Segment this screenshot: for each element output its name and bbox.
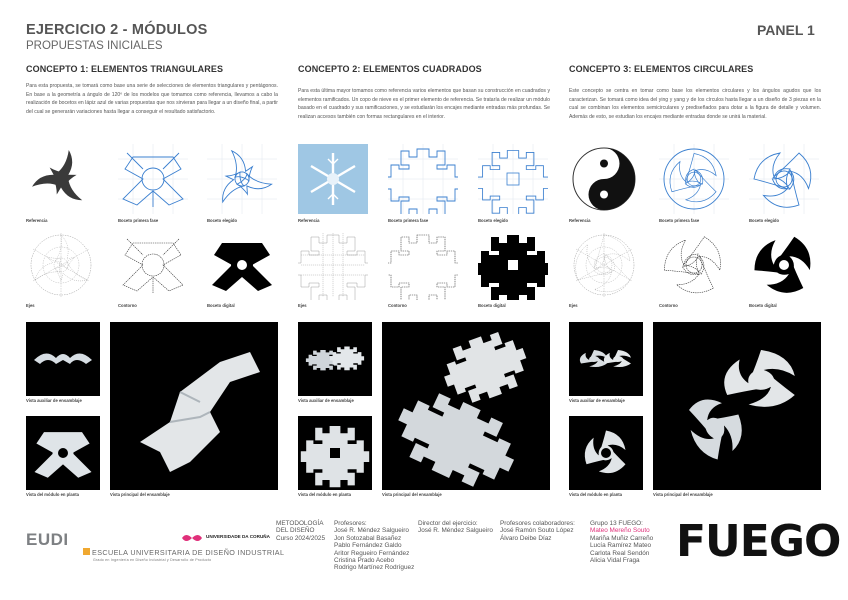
concept-1-digital-sketch (207, 230, 277, 300)
professor-name: Jon Sotozabal Basañez (334, 534, 402, 542)
concept-3-render-assembly-aux (569, 322, 643, 396)
concept-2-title: CONCEPTO 2: ELEMENTOS CUADRADOS (298, 64, 482, 74)
professors-list (334, 520, 414, 572)
collaborators-info (500, 520, 575, 542)
concept-2-digital-sketch (478, 230, 548, 300)
concept-3-caption-plan: Vista del módulo en planta (569, 492, 622, 497)
concept-2-caption-main: Vista principal del ensamblaje (382, 492, 442, 497)
concept-3-contour-drawing (659, 230, 729, 300)
professors-label: Profesores: (334, 520, 367, 527)
concept-2-caption-chosen: Boceto elegido (478, 218, 509, 223)
concept-1-sketch-first-phase (118, 144, 188, 214)
group-label: Grupo 13 FUEGO: (590, 520, 643, 527)
concept-2-caption-aux: Vista auxiliar de ensamblaje (298, 398, 354, 403)
professor-name: Aritor Regueiro Fernández (334, 549, 410, 557)
concept-2-sketch-first-phase (388, 144, 458, 214)
concept-2-axes-drawing (298, 230, 368, 300)
course-info (276, 520, 325, 542)
concept-1-reference-image (26, 144, 96, 214)
concept-1-render-assembly-aux (26, 322, 100, 396)
concept-1-caption-reference: Referencia (26, 218, 48, 223)
group-member: Mariña Muñiz Carreño (590, 534, 654, 542)
concept-3-caption-first-phase: Boceto primera fase (659, 218, 700, 223)
concept-2-caption-contour: Contorno (388, 303, 407, 308)
team-logo-fuego: FUEGO (676, 516, 841, 567)
concept-3-title: CONCEPTO 3: ELEMENTOS CIRCULARES (569, 64, 754, 74)
concept-1-caption-first-phase: Boceto primera fase (118, 218, 159, 223)
concept-1-contour-drawing (118, 230, 188, 300)
concept-1-caption-aux: Vista auxiliar de ensamblaje (26, 398, 82, 403)
page-subtitle: PROPUESTAS INICIALES (26, 40, 163, 52)
course-line-3: Curso 2024/2025 (276, 534, 326, 542)
concept-2-render-module-plan (298, 416, 372, 490)
udc-logo-text: UNIVERSIDADE DA CORUÑA (206, 534, 270, 539)
concept-2-contour-drawing (388, 230, 458, 300)
concept-3-caption-main: Vista principal del ensamblaje (653, 492, 713, 497)
group-info (590, 520, 653, 564)
course-line-1: METODOLOGÍA (276, 520, 324, 527)
concept-1-title: CONCEPTO 1: ELEMENTOS TRIANGULARES (26, 64, 224, 74)
concept-1-caption-main: Vista principal del ensamblaje (110, 492, 170, 497)
collaborators-label: Profesores colaboradores: (500, 520, 575, 527)
concept-3-caption-chosen: Boceto elegido (749, 218, 780, 223)
concept-3-caption-contour: Contorno (659, 303, 678, 308)
concept-3-axes-drawing (569, 230, 639, 300)
concept-2-caption-digital: Boceto digital (478, 303, 506, 308)
group-member: Carlota Real Sendón (590, 549, 650, 557)
course-line-2: DEL DISEÑO (276, 527, 315, 535)
udc-logo-icon (180, 531, 204, 543)
professor-name: Cristina Prado Acebo (334, 557, 395, 565)
concept-2-reference-image (298, 144, 368, 214)
concept-1-caption-plan: Vista del módulo en planta (26, 492, 79, 497)
concept-3-caption-digital: Boceto digital (749, 303, 777, 308)
concept-3-caption-aux: Vista auxiliar de ensamblaje (569, 398, 625, 403)
eudi-logo-square (83, 548, 90, 555)
concept-3-sketch-first-phase (659, 144, 729, 214)
concept-2-text: Para esta última mayor tomamos como referencia varios elementos que basan su construcción en cuadrados y elementos ramificados. Un copo de nieve es el primer elemento de referencia. Se trataría de realizar un módulo basado en el cuadrado y sus ramificaciones, y se estudiarán los encajes mediante entradas más profundas. Se realizan accesos también con formas rectangulares en el interior. (298, 88, 550, 120)
concept-3-caption-reference: Referencia (569, 218, 591, 223)
concept-3-render-assembly-main (653, 322, 821, 490)
page-title: EJERCICIO 2 - MÓDULOS (26, 22, 208, 38)
professor-name: Rodrigo Martínez Rodríguez (334, 564, 415, 572)
concept-2-render-assembly-main (382, 322, 550, 490)
concept-3-reference-yin-yang (569, 144, 639, 214)
concept-3-text: Este concepto se centra en tomar como base los elementos circulares y los ángulos agudos que los caracterizan. Se tomará como idea del ying y yang y de los círculos hasta llegar a un diseño de 3 piezas en la cual se combinan los elementos semicirculares y prediseñados para dotar a la figura de detalle y volumen. Además de esto, se estudian los encajes mediante entradas donde se unirá la material. (569, 88, 821, 120)
collaborator-name: Álvaro Deibe Díaz (500, 534, 552, 542)
eudi-logo: EUDI (26, 530, 69, 549)
school-name: ESCUELA UNIVERSITARIA DE DISEÑO INDUSTRIAL (92, 548, 285, 557)
concept-1-render-assembly-main (110, 322, 278, 490)
group-member: Lucía Ramírez Mateo (590, 542, 652, 550)
concept-1-caption-axes: Ejes (26, 303, 35, 308)
group-member-highlight: Mateo Mereño Souto (590, 527, 650, 535)
concept-1-text: Para esta propuesta, se tomará como base una serie de selecciones de elementos triangulares y pentágonos. En base a la geometría a ángulo de 120º de los modelos que tomamos como referencia, llevamos a cabo la realización de bocetos en lápiz azul de varias propuestas que nos sirvieran para llegar a un diseño final, a partir del cual se generarán variaciones hasta llegar a conseguir el resultado satisfactorio. (26, 83, 279, 115)
director-label: Director del ejercicio: (418, 520, 478, 527)
professor-name: José R. Méndez Salgueiro (334, 527, 409, 535)
concept-2-render-assembly-aux (298, 322, 372, 396)
director-info (418, 520, 493, 535)
concept-1-render-module-plan (26, 416, 100, 490)
concept-3-digital-sketch (749, 230, 819, 300)
concept-1-caption-chosen: Boceto elegido (207, 218, 238, 223)
concept-3-sketch-chosen (749, 144, 819, 214)
concept-1-sketch-chosen (207, 144, 277, 214)
concept-1-axes-drawing (26, 230, 96, 300)
concept-3-caption-axes: Ejes (569, 303, 578, 308)
concept-2-caption-axes: Ejes (298, 303, 307, 308)
concept-2-sketch-chosen (478, 144, 548, 214)
concept-2-caption-first-phase: Boceto primera fase (388, 218, 429, 223)
concept-2-caption-reference: Referencia (298, 218, 320, 223)
collaborator-name: José Ramón Souto López (500, 527, 574, 535)
group-member: Alicia Vidal Fraga (590, 557, 640, 565)
concept-3-render-module-plan (569, 416, 643, 490)
concept-1-caption-digital: Boceto digital (207, 303, 235, 308)
director-name: José R. Méndez Salgueiro (418, 527, 493, 535)
panel-label: PANEL 1 (757, 22, 815, 38)
concept-1-caption-contour: Contorno (118, 303, 137, 308)
concept-2-caption-plan: Vista del módulo en planta (298, 492, 351, 497)
professor-name: Pablo Fernández Galdo (334, 542, 402, 550)
school-subtitle: Grado en Ingeniería en Diseño Industrial y Desarrollo de Producto (93, 558, 212, 562)
